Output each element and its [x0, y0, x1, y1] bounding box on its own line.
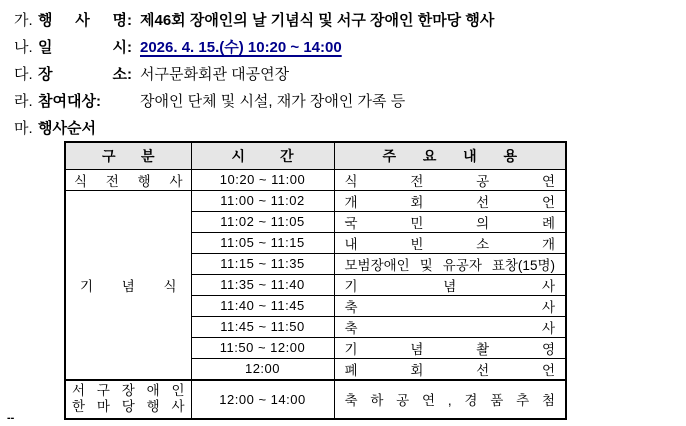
time-cell: 11:35 ~ 11:40	[191, 274, 334, 295]
info-line-event-name	[14, 6, 674, 33]
time-cell: 11:50 ~ 12:00	[191, 337, 334, 358]
content-cell: 내 빈 소 개	[334, 232, 566, 253]
time-cell: 12:00 ~ 14:00	[191, 380, 334, 419]
category-line-2: 한 마 당 행 사	[72, 399, 185, 414]
content-cell: 식 전 공 연	[334, 169, 566, 190]
line-prefix: 다.	[14, 66, 33, 83]
content-cell: 폐 회 선 언	[334, 358, 566, 380]
time-cell: 11:40 ~ 11:45	[191, 295, 334, 316]
category-cell-festival	[65, 380, 191, 419]
field-label-venue: 장 소:	[38, 66, 132, 83]
time-cell: 10:20 ~ 11:00	[191, 169, 334, 190]
schedule-table	[64, 141, 567, 420]
column-header-category: 구 분	[65, 142, 191, 169]
time-cell: 11:15 ~ 11:35	[191, 253, 334, 274]
column-header-content: 주 요 내 용	[334, 142, 566, 169]
category-line-1: 서 구 장 애 인	[72, 383, 185, 398]
content-cell: 국 민 의 례	[334, 211, 566, 232]
content-cell: 축 사	[334, 316, 566, 337]
line-prefix: 가.	[14, 12, 33, 29]
line-prefix: 나.	[14, 39, 33, 56]
time-cell: 11:45 ~ 11:50	[191, 316, 334, 337]
table-row	[65, 190, 566, 211]
time-cell: 11:00 ~ 11:02	[191, 190, 334, 211]
info-line-datetime	[14, 33, 674, 60]
time-cell: 11:02 ~ 11:05	[191, 211, 334, 232]
content-cell: 축 하 공 연 , 경 품 추 첨	[334, 380, 566, 419]
info-line-program	[14, 114, 674, 141]
column-header-time: 시 간	[191, 142, 334, 169]
content-cell: 모범장애인 및 유공자 표창(15명)	[334, 253, 566, 274]
content-cell: 기 념 사	[334, 274, 566, 295]
time-cell: 11:05 ~ 11:15	[191, 232, 334, 253]
line-prefix: 마.	[14, 120, 33, 137]
page-footer-mark: --	[7, 412, 15, 424]
category-cell: 식 전 행 사	[65, 169, 191, 190]
table-row	[65, 169, 566, 190]
time-cell: 12:00	[191, 358, 334, 380]
category-cell-ceremony: 기 념 식	[65, 190, 191, 380]
table-row	[65, 380, 566, 419]
content-cell: 축 사	[334, 295, 566, 316]
field-label-participants: 참여대상:	[38, 93, 101, 110]
content-cell: 개 회 선 언	[334, 190, 566, 211]
field-value-event-name: 제46회 장애인의 날 기념식 및 서구 장애인 한마당 행사	[140, 12, 495, 29]
content-cell: 기 념 촬 영	[334, 337, 566, 358]
event-info-list	[14, 6, 674, 141]
table-header-row	[65, 142, 566, 169]
field-value-venue: 서구문화회관 대공연장	[140, 66, 290, 83]
field-label-datetime: 일 시:	[38, 39, 132, 56]
info-line-participants	[14, 87, 674, 114]
field-value-datetime: 2026. 4. 15.(수) 10:20 ~ 14:00	[140, 39, 342, 56]
field-value-participants: 장애인 단체 및 시설, 재가 장애인 가족 등	[140, 93, 406, 110]
info-line-venue	[14, 60, 674, 87]
field-label-program: 행사순서	[38, 120, 96, 137]
field-label-event-name: 행 사 명:	[38, 12, 132, 29]
line-prefix: 라.	[14, 93, 33, 110]
